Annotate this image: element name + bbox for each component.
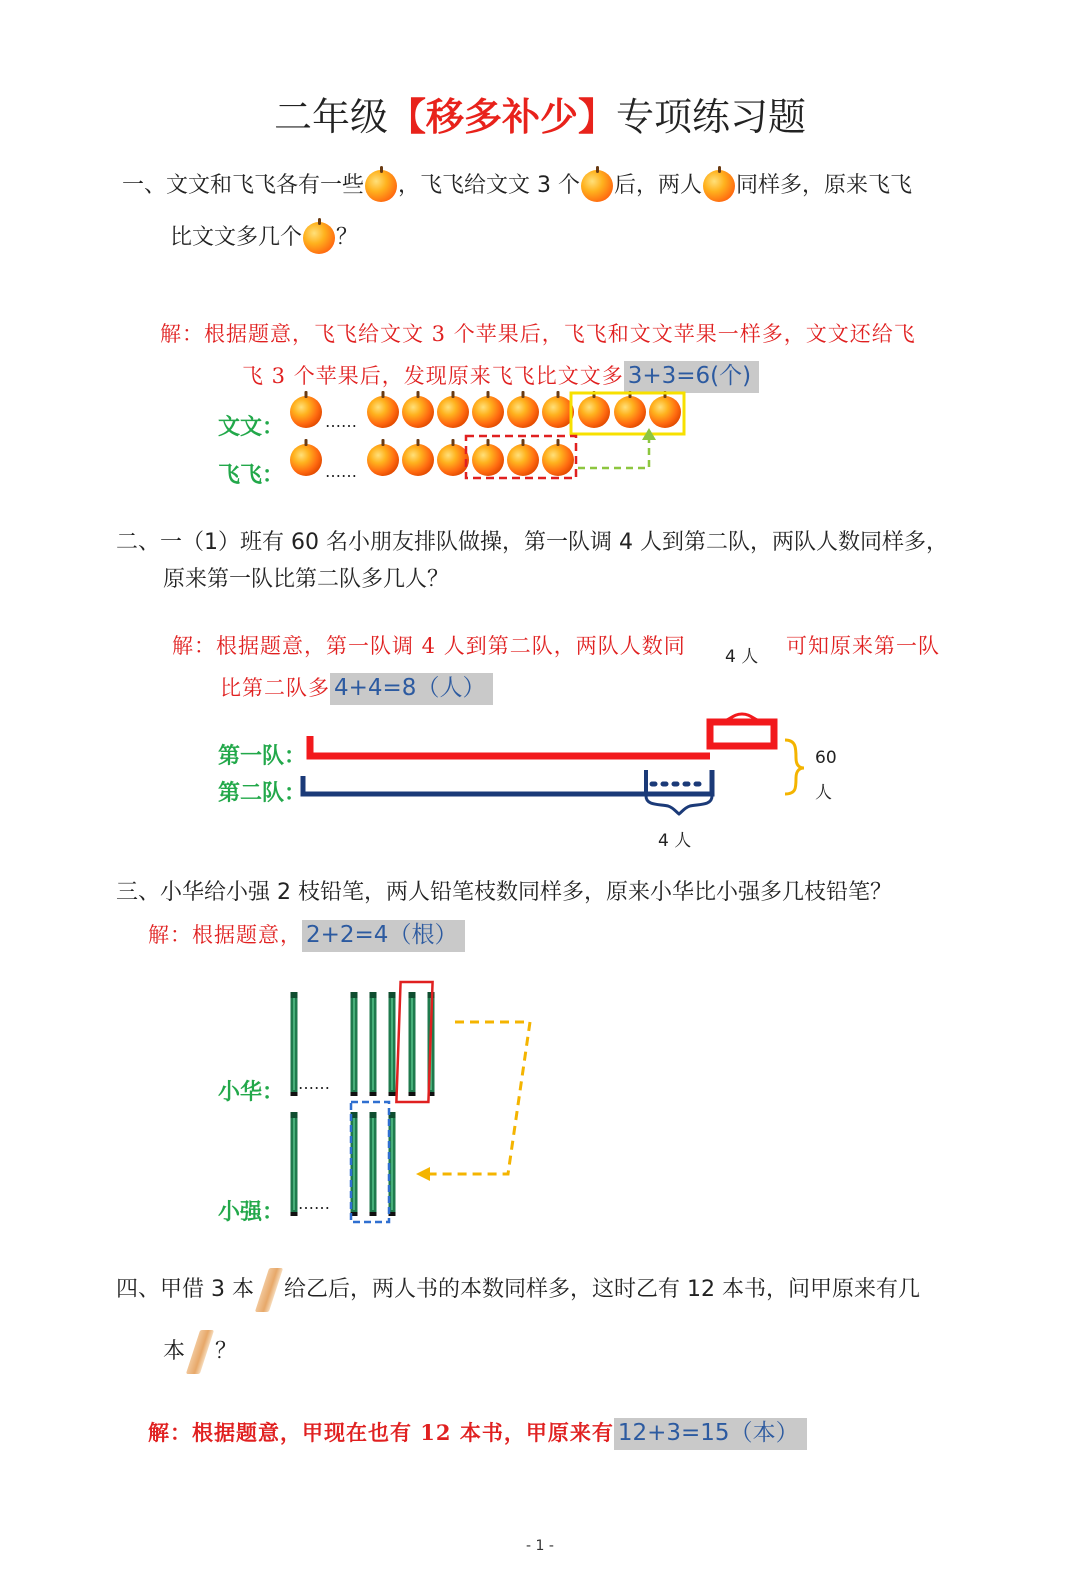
apple-icon <box>367 391 399 428</box>
pencil-icon <box>370 1112 377 1216</box>
q1-text-f: ？ <box>336 225 359 250</box>
apple-icon <box>649 391 681 428</box>
apple-icon <box>542 391 574 428</box>
q4-solution <box>148 1414 807 1447</box>
q4-text-c: 本 <box>163 1339 186 1364</box>
q2-first-line <box>310 736 710 756</box>
apple-icon <box>614 391 646 428</box>
title-highlight: 【移多补少】 <box>387 95 616 139</box>
q3-answer: 2+2=4（根） <box>302 920 465 952</box>
q4-text-a: 四、甲借 3 本 <box>116 1277 254 1302</box>
q3-transfer-arrow <box>428 1022 530 1174</box>
q4-solution-text: 解：根据题意，甲现在也有 12 本书，甲原来有 <box>148 1420 614 1445</box>
q1-label-feifei: 飞飞： <box>218 463 285 488</box>
q3-line1: 三、小华给小强 2 枝铅笔，两人铅笔枝数同样多，原来小华比小强多几枝铅笔？ <box>116 880 892 905</box>
apple-icon <box>290 391 322 428</box>
q2-line-diagram <box>0 700 1080 850</box>
q1-text-e: 比文文多几个 <box>170 225 303 250</box>
q2-solution-text: 比第二队多 <box>220 676 330 700</box>
q4-text-d: ？ <box>215 1339 238 1364</box>
apple-icon <box>367 439 399 476</box>
q3-pencil-diagram <box>0 970 1080 1240</box>
pencil-icon <box>291 992 298 1096</box>
q2-label-second: 第二队： <box>218 781 307 806</box>
page-number: - 1 - <box>526 1538 554 1554</box>
pencil-icon <box>409 992 416 1096</box>
q4-answer: 12+3=15（本） <box>614 1418 807 1450</box>
q1-answer: 3+3=6(个) <box>624 361 759 393</box>
q1-text-c: 后，两人 <box>614 173 703 198</box>
q2-bottom-brace <box>646 796 712 814</box>
q1-transfer-arrow <box>578 436 649 468</box>
apple-icon <box>472 439 504 476</box>
q4-line2 <box>163 1330 237 1374</box>
apple-icon <box>402 391 434 428</box>
q3-label-xiaoqiang: 小强： <box>218 1200 285 1225</box>
q4-text-b: 给乙后，两人书的本数同样多，这时乙有 12 本书，问甲原来有几 <box>283 1277 920 1302</box>
q2-note-top: 4 人 <box>725 647 759 667</box>
q3-solution-text: 解：根据题意， <box>148 923 302 947</box>
q2-solution-line1b: 可知原来第一队 <box>786 634 940 658</box>
pencil-icon <box>370 992 377 1096</box>
q1-text-d: 同样多，原来飞飞 <box>736 173 913 198</box>
q2-note-bottom: 4 人 <box>658 831 692 851</box>
apple-icon <box>472 391 504 428</box>
q4-line1 <box>116 1268 920 1312</box>
apple-icon <box>290 439 322 476</box>
q1-dots-b: …… <box>325 462 357 481</box>
q2-total-unit: 人 <box>815 783 832 803</box>
apple-icon <box>402 439 434 476</box>
q2-solution-line2 <box>220 669 493 702</box>
q2-label-first: 第一队： <box>218 744 307 769</box>
q2-line2: 原来第一队比第二队多几人？ <box>163 567 450 592</box>
q3-solution <box>148 916 465 949</box>
apple-icon <box>437 391 469 428</box>
q2-total-brace <box>785 740 804 794</box>
q1-text-b: ，飞飞给文文 3 个 <box>398 173 581 198</box>
apple-icon <box>507 439 539 476</box>
q3-dots-a: …… <box>298 1074 330 1093</box>
q2-solution-line1a: 解：根据题意，第一队调 4 人到第二队，两队人数同 <box>172 634 686 658</box>
q1-apple-diagram <box>0 0 1080 520</box>
book-icon <box>255 1268 283 1312</box>
pencil-icon <box>389 992 396 1096</box>
q3-label-xiaohua: 小华： <box>218 1080 285 1105</box>
q2-answer: 4+4=8（人） <box>330 673 493 705</box>
q1-dots-a: …… <box>325 412 357 431</box>
apple-icon <box>578 391 610 428</box>
q2-total-num: 60 <box>815 748 837 768</box>
apple-icon <box>437 439 469 476</box>
title-suffix: 专项练习题 <box>616 95 807 139</box>
q1-text-a: 文文和飞飞各有一些 <box>166 173 365 198</box>
q1-number: 一、 <box>122 173 167 198</box>
title-prefix: 二年级 <box>273 95 388 139</box>
q2-red-extra-box <box>710 722 774 746</box>
q1-solution-line1: 解：根据题意，飞飞给文文 3 个苹果后，飞飞和文文苹果一样多，文文还给飞 <box>160 322 916 346</box>
pencil-icon <box>291 1112 298 1216</box>
q1-solution-text: 飞 3 个苹果后，发现原来飞飞比文文多 <box>242 364 624 388</box>
apple-icon <box>507 391 539 428</box>
arrow-left-icon <box>416 1167 430 1181</box>
pencil-icon <box>351 992 358 1096</box>
q1-label-wenwen: 文文： <box>218 415 285 440</box>
book-icon <box>186 1330 214 1374</box>
q3-dots-b: …… <box>298 1194 330 1213</box>
q2-line1: 二、一（1）班有 60 名小朋友排队做操，第一队调 4 人到第二队，两队人数同样多， <box>116 530 948 555</box>
apple-icon <box>542 439 574 476</box>
